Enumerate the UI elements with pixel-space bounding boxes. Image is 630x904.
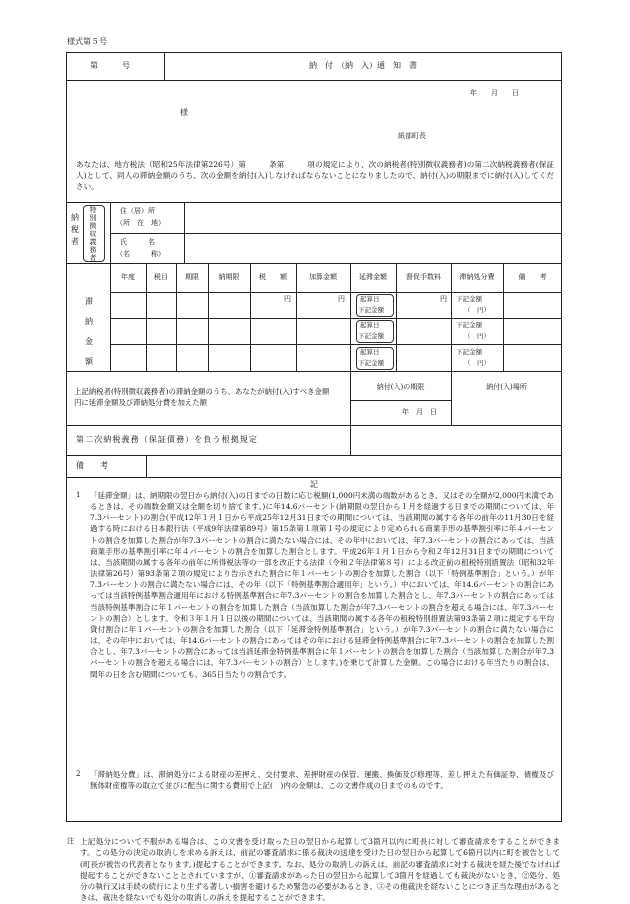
col-dunning-fee: 督促手数料 <box>406 273 441 281</box>
address-sub-label: （所 在 地） <box>116 219 165 227</box>
notes-heading: 記 <box>310 480 318 489</box>
col-remarks: 備 考 <box>518 273 547 281</box>
payment-amount-note: 上記納税者(特別徴収義務者)の滞納金額のうち、あなたが納付(入)すべき金額 円に延滞金額及び滞納処分費を加えた額 <box>74 387 352 407</box>
issue-date: 年 月 日 <box>470 89 519 97</box>
payment-deadline-date: 年 月 日 <box>402 408 437 416</box>
col-due-date: 納期限 <box>218 273 240 281</box>
issuer-name: 紙部町長 <box>398 132 426 140</box>
col-additional-amount: 加算金額 <box>309 273 337 281</box>
footer-label: 注 <box>67 837 74 845</box>
special-collector-label: 特別徴収義務者 <box>89 206 97 262</box>
intro-text: あなたは、地方税法（昭和25年法律第226号）第 条第 項の規定により、次の納税者(特別徴収義務者)の第二次納税義務者(保証人)として、同人の滞納金額のうち、次の金額を納付(入)しなければならないことになりましたので、納付(入)の期限までに納付(入)してください。 <box>76 160 554 192</box>
col-tax-amount: 税 額 <box>259 273 287 281</box>
disposal-yen-1: （ 円） <box>464 306 490 314</box>
note-1-text: 「延滞金額」は、納期限の翌日から納付(入)の日までの日数に応じ税額(1,000円未満の端数があるとき、又はその全額が2,000円未満であるときは、その端数金額又は全額を切り捨てます。)に年14.6パーセント(納期限の翌日から１月を経過する日までの期間については、年7.3パーセント)の割合(平成12年１月１日から平成25年12月31日までの期間については、当該期間の属する各年の前年の11月30日を経過する時における日本銀行法（平成9年法律第89号）第15条第１項第１号の規定により定められる商業手形の基準割引率に年４パーセントの割合を加算した割合が年7.3パーセントの割合に満たない場合には、その年中においては、年7.3パーセントの割合にあっては、当該商業手形の基準割引率に年４パーセントの割合を加算した割合とします。平成26年１月１日から令和２年12月31日までの期間については、当該期間の属する各年の前年に所得税法等の一部を改正する法律（令和２年法律第８号）による改正前の租税特別措置法（昭和32年法律第26号）第93条第２項の規定により告示された割合に年１パーセントの割合を加算した割合（以下「特例基準割合」という。）が年7.3パーセントの割合に満たない場合には、その年（以下「特例基準割合適用年」という。）中においては、年14.6パーセントの割合にあっては当該特例基準割合適用年における特例基準割合に年7.3パーセントの割合を加算した割合とし、年7.3パーセントの割合にあっては当該特例基準割合に年１パーセントの割合を加算した割合（当該加算した割合が年7.3パーセントの割合を超える場合には、年7.3パーセントの割合）とします。令和３年１月１日以後の期間については、当該期間の属する各年の租税特別措置法第93条第２項に規定する平均貸付割合に年１パーセントの割合を加算した割合（以下「延滞金特例基準割合」という。）が年7.3パーセントの割合に満たない場合には、その年中においては、年14.6パーセントの割合にあってはその年における延滞金特例基準割合に年7.3パーセントの割合を加算した割合とし、年7.3パーセントの割合にあっては当該延滞金特例基準割合に年１パーセントの割合を加算した割合（当該加算した割合が年7.3パーセントの割合を超える場合には、年7.3パーセントの割合）とします。)を乗じて計算した金額。この場合における年当たりの割合は、閏年の日を含む期間についても、365日当たりの割合です。 <box>90 491 554 679</box>
col-penalty-amount: 延滞金額 <box>359 273 387 281</box>
dunning-fee-yen: 円 <box>440 295 447 303</box>
form-title: 納 付 （納 入）通 知 書 <box>309 61 417 70</box>
payment-place-label: 納付(入)場所 <box>486 383 527 391</box>
name-label: 氏 名 <box>120 238 155 246</box>
disposal-amount-1: 下記金額 <box>456 295 482 303</box>
form-number: 様式第５号 <box>67 37 107 46</box>
address-label: 住（居）所 <box>120 207 155 215</box>
penalty-amount-2: 下記金額 <box>358 332 384 340</box>
appeal-notice: 上記処分について不服がある場合は、この文書を受け取った日の翌日から起算して3箇月以内に町長に対して審査請求をすることができます。この処分の決定の取消しを求める訴えは、前記の審査請求に係る裁決の送達を受けた日の翌日から起算して6箇月以内に町を被告として(町長が被告の代表者となります。)提起することができます。なお、処分の取消しの訴えは、前記の審査請求に対する裁決を経た後でなければ提起することができないこととされていますが、①審査請求があった日の翌日から起算して3箇月を経過しても裁決がないとき、②処分、処分の執行又は手続の続行により生ずる著しい損害を避けるため緊急の必要があるとき、③その他裁決を経ないことにつき正当な理由があるときは、裁決を経ないでも処分の取消しの訴えを提起することができます。 <box>80 837 560 903</box>
delinquent-side-label: 滞納金額 <box>85 297 93 366</box>
penalty-amount-1: 下記金額 <box>358 306 384 314</box>
notice-number: 第 号 <box>90 61 130 70</box>
note-2-text: 「滞納処分費」は、滞納処分による財産の差押え、交付要求、差押財産の保管、運搬、換価及び修理等、差し押えた有価証券、債権及び無体財産権等の取立て並びに配当に関する費用で上記( )内の金額は、この文書作成の日までのものです。 <box>90 770 554 791</box>
penalty-start-1: 起算日 <box>360 295 380 303</box>
name-sub-label: （名 称） <box>116 250 165 258</box>
addressee-suffix: 様 <box>180 108 188 117</box>
disposal-yen-2: （ 円） <box>464 332 490 340</box>
remarks-label: 備 考 <box>76 461 108 470</box>
basis-label: 第二次納税義務（保証債務）を負う根拠規定 <box>76 435 258 444</box>
col-disposal-cost: 滞納処分費 <box>459 273 495 281</box>
col-period: 期限 <box>185 273 199 281</box>
disposal-amount-2: 下記金額 <box>456 321 482 329</box>
penalty-start-2: 起算日 <box>360 321 380 329</box>
col-fiscal-year: 年度 <box>121 273 135 281</box>
note-1-number: 1 <box>76 491 81 499</box>
taxpayer-label: 納税者 <box>71 213 79 246</box>
disposal-yen-3: （ 円） <box>464 359 490 367</box>
penalty-start-3: 起算日 <box>360 348 380 356</box>
penalty-amount-3: 下記金額 <box>358 359 384 367</box>
col-tax-item: 税目 <box>154 273 168 281</box>
note-2-number: 2 <box>76 770 81 778</box>
disposal-amount-3: 下記金額 <box>456 348 482 356</box>
payment-deadline-label: 納付(入)の期限 <box>376 383 425 391</box>
tax-amount-yen: 円 <box>284 295 291 303</box>
additional-amount-yen: 円 <box>338 295 345 303</box>
